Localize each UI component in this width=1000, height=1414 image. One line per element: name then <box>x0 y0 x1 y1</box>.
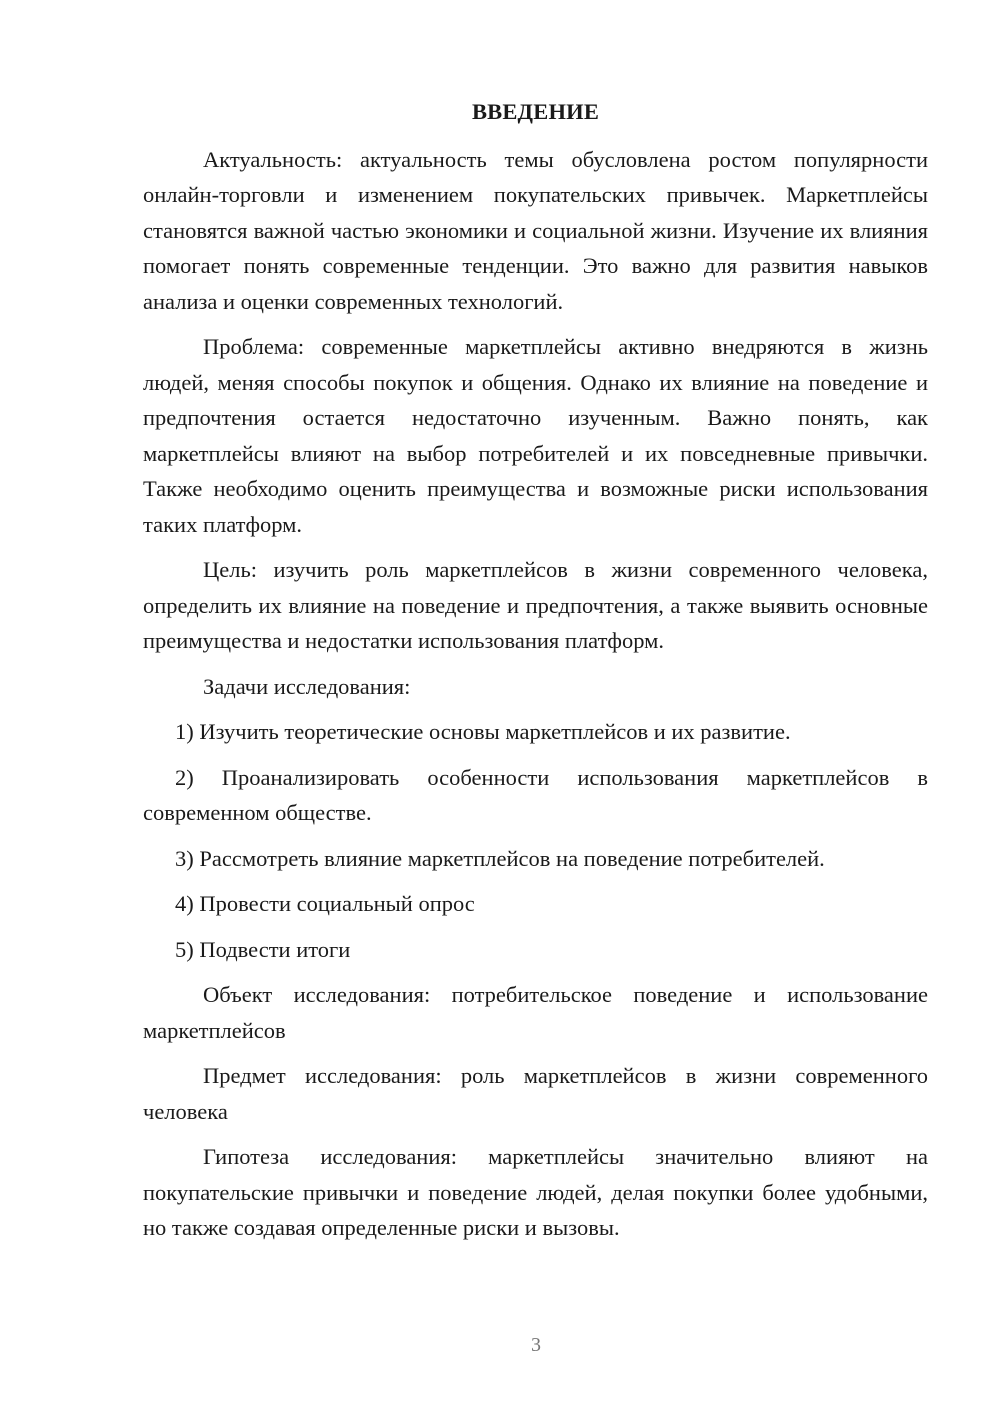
document-body <box>143 94 928 1256</box>
task-item: 3) Рассмотреть влияние маркетплейсов на поведение потребителей. <box>175 845 825 871</box>
object-paragraph: Объект исследования: потребительское поведение и использование маркетплейсов <box>143 982 928 1043</box>
subject-paragraph: Предмет исследования: роль маркетплейсов в жизни современного человека <box>143 1063 928 1124</box>
tasks-heading: Задачи исследования: <box>203 673 411 699</box>
hypothesis-paragraph: Гипотеза исследования: маркетплейсы значительно влияют на покупательские привычки и поведение людей, делая покупки более удобными, но также создавая определенные риски и вызовы. <box>143 1144 928 1240</box>
relevance-paragraph: Актуальность: актуальность темы обусловлена ростом популярности онлайн-торговли и изменением покупательских привычек. Маркетплейсы становятся важной частью экономики и социальной жизни. Изучение их влияния помогает понять современные тенденции. Это важно для развития навыков анализа и оценки современных технологий. <box>143 146 928 314</box>
goal-paragraph: Цель: изучить роль маркетплейсов в жизни современного человека, определить их влияние на поведение и предпочтения, а также выявить основные преимущества и недостатки использования платформ. <box>143 557 928 653</box>
task-item: 4) Провести социальный опрос <box>175 891 475 916</box>
task-item: 2) Проанализировать особенности использования маркетплейсов в современном обществе. <box>143 764 928 825</box>
section-title: ВВЕДЕНИЕ <box>471 99 600 124</box>
problem-paragraph: Проблема: современные маркетплейсы активно внедряются в жизнь людей, меняя способы покупок и общения. Однако их влияние на поведение и предпочтения остается недостаточно изученным. Важно понять, как маркетплейсы влияют на выбор потребителей и их повседневные привычки. Также необходимо оценить преимущества и возможные риски использования таких платформ. <box>143 334 928 537</box>
page-number: 3 <box>531 1334 541 1356</box>
task-item: 5) Подвести итоги <box>175 936 351 962</box>
task-item: 1) Изучить теоретические основы маркетплейсов и их развитие. <box>175 719 791 744</box>
